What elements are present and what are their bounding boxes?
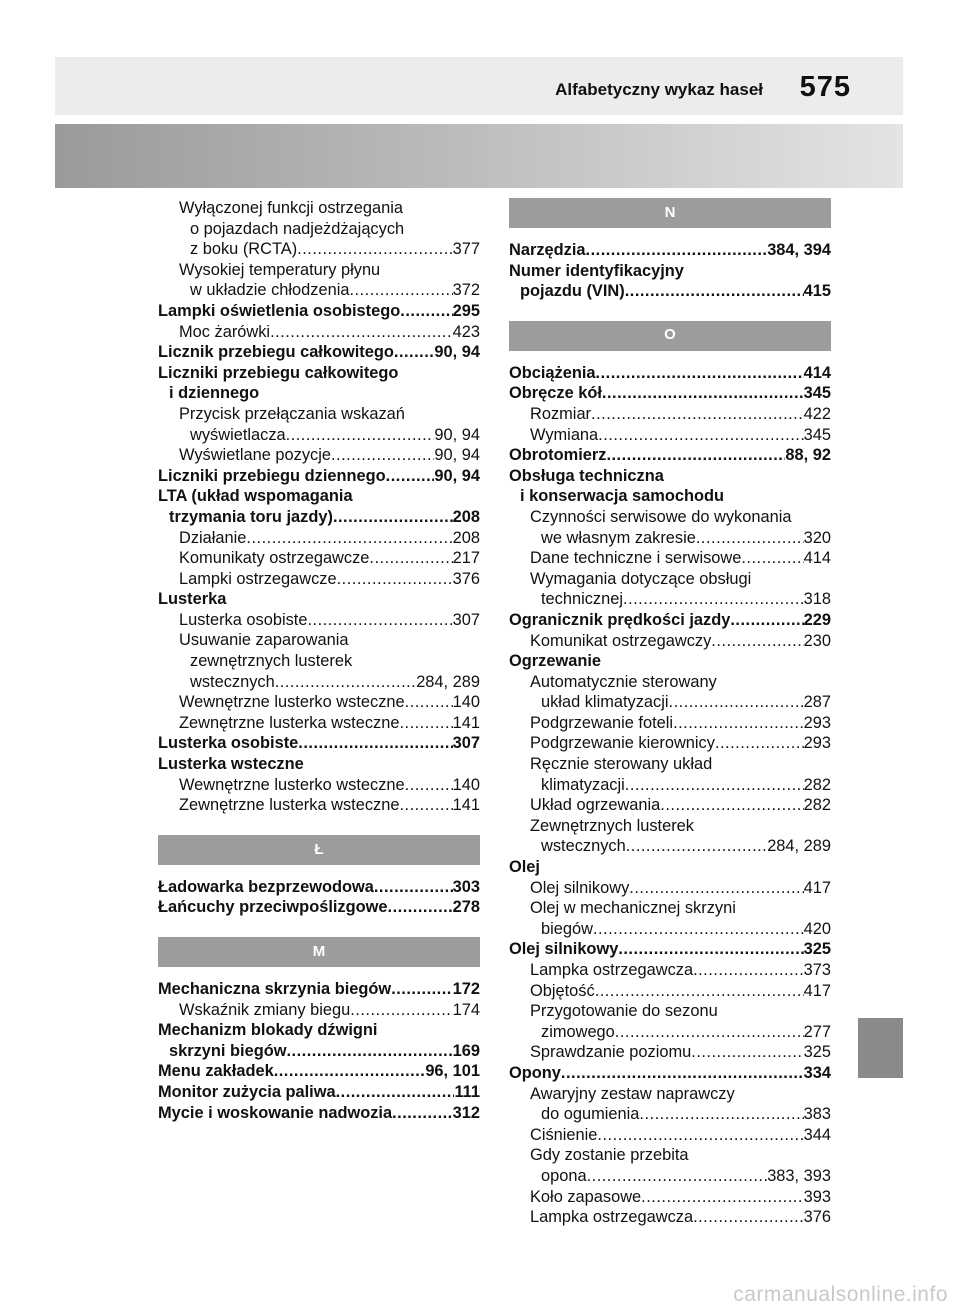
index-subentry (158, 445, 480, 466)
leader-dots (730, 610, 803, 631)
index-subentry (509, 631, 831, 652)
page-reference: 307 (452, 734, 480, 753)
index-subentry (158, 404, 480, 445)
leader-dots (696, 528, 804, 549)
leader-dots (337, 569, 453, 590)
leader-dots (618, 939, 803, 960)
entry-text: biegów (541, 919, 593, 938)
index-subentry (509, 672, 831, 713)
leader-dots (297, 239, 452, 260)
leader-dots (715, 733, 804, 754)
entry-text: układ klimatyzacji (541, 693, 669, 712)
leader-dots (711, 631, 803, 652)
entry-text: Wskaźnik zmiany biegu (179, 1000, 351, 1019)
leader-dots (629, 878, 803, 899)
entry-text: Układ ogrzewania (530, 796, 661, 815)
entry-text: Numer identyfikacyjny (509, 261, 684, 280)
page-reference: 320 (803, 528, 831, 547)
entry-text: Wewnętrzne lusterko wsteczne (179, 775, 405, 794)
page-reference: 88, 92 (785, 446, 831, 465)
index-entry (158, 589, 480, 610)
leader-dots (275, 672, 416, 693)
index-subentry (158, 610, 480, 631)
entry-text: Menu zakładek (158, 1062, 274, 1081)
leader-dots (625, 775, 804, 796)
entry-text: Komunikat ostrzegawczy (530, 631, 712, 650)
leader-dots (246, 528, 452, 549)
leader-dots (593, 919, 804, 940)
page-reference: 284, 289 (416, 672, 480, 691)
page-reference: 284, 289 (767, 837, 831, 856)
entry-text: Działanie (179, 528, 247, 547)
section-header: O (509, 321, 831, 351)
page-reference: 325 (803, 1043, 831, 1062)
page-reference: 208 (452, 507, 480, 526)
entry-text: Lusterka osobiste (179, 610, 308, 629)
leader-dots (660, 795, 803, 816)
entry-text: wstecznych (541, 837, 626, 856)
index-subentry (158, 528, 480, 549)
leader-dots (333, 507, 453, 528)
entry-text: Olej w mechanicznej skrzyni (530, 899, 736, 918)
index-entry (158, 979, 480, 1000)
leader-dots (331, 445, 434, 466)
section-header: N (509, 198, 831, 228)
index-subentry (509, 795, 831, 816)
entry-text: Komunikaty ostrzegawcze (179, 549, 370, 568)
index-entry (509, 383, 831, 404)
entry-text: o pojazdach nadjeżdżających (190, 219, 405, 238)
leader-dots (595, 981, 804, 1002)
entry-text: Rozmiar (530, 404, 592, 423)
entry-text: zewnętrznych lusterek (190, 652, 353, 671)
entry-text: Ciśnienie (530, 1125, 598, 1144)
page-reference: 325 (803, 940, 831, 959)
index-subentry (158, 322, 480, 343)
leader-dots (336, 1082, 455, 1103)
page-reference: 295 (452, 301, 480, 320)
index-entry (158, 486, 480, 527)
leader-dots (399, 795, 452, 816)
index-subentry (509, 1001, 831, 1042)
page-reference: 417 (803, 981, 831, 1000)
page-reference: 282 (803, 796, 831, 815)
entry-text: Obrotomierz (509, 446, 607, 465)
page-header (55, 57, 903, 115)
index-entry (158, 1103, 480, 1124)
page-reference: 141 (452, 713, 480, 732)
index-entry (158, 342, 480, 363)
index-entry (509, 857, 831, 878)
leader-dots (626, 836, 767, 857)
page-reference: 96, 101 (425, 1062, 480, 1081)
index-entry (509, 651, 831, 672)
page-reference: 293 (803, 713, 831, 732)
leader-dots (591, 404, 804, 425)
page-reference: 111 (454, 1082, 480, 1101)
entry-text: Obciążenia (509, 363, 596, 382)
index-entry (158, 1061, 480, 1082)
index-entry (509, 240, 831, 261)
index-subentry (509, 548, 831, 569)
entry-text: i konserwacja samochodu (520, 487, 725, 506)
page-reference: 140 (452, 693, 480, 712)
index-subentry (509, 404, 831, 425)
page-reference: 377 (452, 240, 480, 259)
leader-dots (606, 445, 785, 466)
index-subentry (509, 754, 831, 795)
page-reference: 172 (452, 980, 480, 998)
index-entry (158, 897, 480, 918)
leader-dots (270, 322, 453, 343)
leader-dots (693, 1207, 804, 1228)
entry-text: skrzyni biegów (169, 1041, 287, 1060)
index-subentry (158, 1000, 480, 1021)
page-reference: 345 (803, 425, 831, 444)
entry-text: Moc żarówki (179, 322, 271, 341)
entry-text: opona (541, 1166, 587, 1185)
entry-text: Liczniki przebiegu całkowitego (158, 363, 399, 382)
entry-text: Zewnętrzne lusterka wsteczne (179, 796, 400, 815)
entry-text: Automatycznie sterowany (530, 672, 717, 691)
entry-text: Opony (509, 1063, 561, 1082)
entry-text: trzymania toru jazdy) (169, 507, 333, 526)
entry-text: zimowego (541, 1022, 615, 1041)
leader-dots (369, 548, 452, 569)
leader-dots (639, 1104, 803, 1125)
entry-text: Olej silnikowy (530, 878, 630, 897)
leader-dots (615, 1022, 804, 1043)
leader-dots (673, 713, 804, 734)
page-reference: 423 (452, 322, 480, 341)
index-entry (509, 939, 831, 960)
page-reference: 376 (803, 1208, 831, 1227)
page-reference: 344 (803, 1125, 831, 1144)
entry-text: Objętość (530, 981, 595, 1000)
index-subentry (158, 713, 480, 734)
entry-text: i dziennego (169, 384, 260, 403)
index-subentry (158, 548, 480, 569)
page-reference: 383, 393 (767, 1166, 831, 1185)
entry-text: Mechanizm blokady dźwigni (158, 1021, 378, 1040)
leader-dots (399, 713, 452, 734)
page-reference: 422 (803, 404, 831, 423)
index-subentry (509, 1125, 831, 1146)
index-subentry (509, 1207, 831, 1228)
index-subentry (509, 878, 831, 899)
leader-dots (374, 877, 453, 898)
leader-dots (392, 1103, 453, 1124)
index-entry (158, 877, 480, 898)
index-entry (509, 363, 831, 384)
page-reference: 417 (803, 878, 831, 897)
index-subentry (509, 733, 831, 754)
index-subentry (509, 713, 831, 734)
leader-dots (669, 692, 804, 713)
page-reference: 278 (452, 898, 480, 917)
leader-dots (405, 775, 453, 796)
header-gradient-band (55, 124, 903, 188)
index-entry (158, 466, 480, 487)
entry-text: Mycie i woskowanie nadwozia (158, 1103, 393, 1122)
page-reference: 376 (452, 569, 480, 588)
page-reference: 293 (803, 734, 831, 753)
page-reference: 277 (803, 1022, 831, 1041)
page-reference: 208 (452, 528, 480, 547)
entry-text: Zewnętrzne lusterka wsteczne (179, 713, 400, 732)
index-subentry (509, 1187, 831, 1208)
section-header: M (158, 937, 480, 967)
index-subentry (509, 1042, 831, 1063)
page-reference: 393 (803, 1187, 831, 1206)
page-number: 575 (799, 71, 851, 103)
entry-text: Podgrzewanie kierownicy (530, 734, 715, 753)
page-reference: 282 (803, 775, 831, 794)
entry-text: Wymiana (530, 425, 599, 444)
index-entry (509, 261, 831, 302)
leader-dots (596, 363, 804, 384)
entry-text: Przygotowanie do sezonu (530, 1002, 718, 1021)
watermark: carmanualsonline.info (733, 1283, 948, 1306)
leader-dots (350, 1000, 452, 1021)
page-reference: 345 (803, 384, 831, 403)
index-subentry (158, 569, 480, 590)
entry-text: Obsługa techniczna (509, 466, 664, 485)
index-entry (158, 1082, 480, 1103)
entry-text: klimatyzacji (541, 775, 625, 794)
index-entry (509, 610, 831, 631)
index-subentry (509, 425, 831, 446)
leader-dots (623, 589, 804, 610)
entry-text: Olej silnikowy (509, 940, 619, 959)
leader-dots (641, 1187, 803, 1208)
page-reference: 384, 394 (767, 241, 831, 259)
header-title: Alfabetyczny wykaz haseł (555, 80, 763, 99)
entry-text: Olej (509, 858, 540, 877)
page-reference: 230 (803, 631, 831, 650)
entry-text: Lusterka osobiste (158, 734, 299, 753)
entry-text: Ręcznie sterowany układ (530, 755, 713, 774)
leader-dots (307, 610, 452, 631)
leader-dots (625, 281, 804, 302)
page-reference: 90, 94 (434, 466, 480, 485)
entry-text: Łańcuchy przeciwpoślizgowe (158, 898, 388, 917)
section-thumb-tab (858, 1018, 903, 1078)
leader-dots (405, 692, 453, 713)
entry-text: Liczniki przebiegu dziennego (158, 466, 386, 485)
entry-text: Wyświetlane pozycje (179, 446, 331, 465)
page-reference: 420 (803, 919, 831, 938)
leader-dots (561, 1063, 804, 1084)
entry-text: Lusterka (158, 590, 227, 609)
leader-dots (741, 548, 803, 569)
entry-text: LTA (układ wspomagania (158, 487, 353, 506)
leader-dots (693, 960, 804, 981)
page-reference: 287 (803, 693, 831, 712)
leader-dots (386, 466, 435, 487)
index-column-right (509, 198, 831, 1228)
section-header: Ł (158, 835, 480, 865)
index-column-left (158, 198, 480, 1123)
page-reference: 229 (803, 610, 831, 629)
entry-text: Ogrzewanie (509, 652, 601, 671)
page-reference: 334 (803, 1063, 831, 1082)
page-reference: 312 (452, 1103, 480, 1122)
leader-dots (602, 383, 804, 404)
entry-text: Ogranicznik prędkości jazdy (509, 610, 731, 629)
entry-text: Przycisk przełączania wskazań (179, 404, 405, 423)
index-entry (158, 733, 480, 754)
page-reference: 318 (803, 590, 831, 609)
page-reference: 169 (452, 1041, 480, 1060)
leader-dots (298, 733, 452, 754)
page-reference: 383 (803, 1105, 831, 1124)
leader-dots (394, 342, 435, 363)
page-reference: 415 (803, 282, 831, 301)
page-reference: 372 (452, 281, 480, 300)
entry-text: Licznik przebiegu całkowitego (158, 343, 394, 362)
entry-text: Awaryjny zestaw naprawczy (530, 1084, 735, 1103)
page-reference: 140 (452, 775, 480, 794)
index-subentry (158, 198, 480, 260)
page-reference: 414 (803, 363, 831, 382)
page-reference: 414 (803, 549, 831, 568)
leader-dots (587, 1166, 768, 1187)
entry-text: Podgrzewanie foteli (530, 713, 674, 732)
entry-text: do ogumienia (541, 1105, 640, 1124)
entry-text: we własnym zakresie (541, 528, 696, 547)
entry-text: Wewnętrzne lusterko wsteczne (179, 693, 405, 712)
entry-text: Lusterka wsteczne (158, 755, 304, 774)
page-reference: 174 (452, 1000, 480, 1019)
entry-text: Narzędzia (509, 241, 586, 259)
entry-text: Lampki oświetlenia osobistego (158, 301, 401, 320)
entry-text: wyświetlacza (190, 425, 286, 444)
leader-dots (691, 1042, 803, 1063)
page-reference: 90, 94 (434, 446, 480, 465)
page-reference: 90, 94 (434, 425, 480, 444)
entry-text: Wysokiej temperatury płynu (179, 260, 381, 279)
leader-dots (286, 425, 435, 446)
index-subentry (158, 692, 480, 713)
leader-dots (400, 301, 452, 322)
leader-dots (287, 1041, 453, 1062)
entry-text: Ładowarka bezprzewodowa (158, 877, 374, 896)
index-subentry (509, 1145, 831, 1186)
entry-text: Lampka ostrzegawcza (530, 1208, 694, 1227)
entry-text: Wymagania dotyczące obsługi (530, 569, 752, 588)
index-entry (158, 363, 480, 404)
entry-text: Obręcze kół (509, 384, 602, 403)
entry-text: Koło zapasowe (530, 1187, 642, 1206)
index-subentry (509, 898, 831, 939)
index-entry (509, 466, 831, 507)
leader-dots (597, 1125, 803, 1146)
page-reference: 141 (452, 796, 480, 815)
page-reference: 373 (803, 961, 831, 979)
entry-text: Lampka ostrzegawcza (530, 961, 694, 979)
leader-dots (391, 979, 452, 1000)
index-subentry (158, 775, 480, 796)
page-reference: 307 (452, 610, 480, 629)
leader-dots (598, 425, 803, 446)
entry-text: Zewnętrznych lusterek (530, 816, 694, 835)
entry-text: wstecznych (190, 672, 275, 691)
index-entry (158, 754, 480, 775)
entry-text: pojazdu (VIN) (520, 282, 625, 301)
leader-dots (388, 897, 453, 918)
entry-text: w układzie chłodzenia (190, 281, 350, 300)
index-subentry (509, 507, 831, 548)
entry-text: Wyłączonej funkcji ostrzegania (179, 199, 403, 217)
index-subentry (158, 795, 480, 816)
index-subentry (158, 630, 480, 692)
entry-text: Lampki ostrzegawcze (179, 569, 337, 588)
entry-text: z boku (RCTA) (190, 240, 298, 259)
page-reference: 217 (452, 549, 480, 568)
leader-dots (349, 280, 452, 301)
index-subentry (509, 960, 831, 981)
page-reference: 90, 94 (434, 343, 480, 362)
index-subentry (509, 569, 831, 610)
index-entry (509, 1063, 831, 1084)
entry-text: Mechaniczna skrzynia biegów (158, 980, 392, 998)
index-subentry (158, 260, 480, 301)
entry-text: Gdy zostanie przebita (530, 1146, 689, 1165)
entry-text: Monitor zużycia paliwa (158, 1082, 336, 1101)
index-entry (509, 445, 831, 466)
entry-text: Czynności serwisowe do wykonania (530, 507, 792, 526)
index-subentry (509, 1084, 831, 1125)
leader-dots (274, 1061, 426, 1082)
page-reference: 303 (452, 877, 480, 896)
index-subentry (509, 981, 831, 1002)
index-entry (158, 301, 480, 322)
entry-text: Usuwanie zaparowania (179, 631, 349, 650)
entry-text: Sprawdzanie poziomu (530, 1043, 692, 1062)
entry-text: technicznej (541, 590, 624, 609)
leader-dots (586, 240, 768, 261)
index-entry (158, 1020, 480, 1061)
entry-text: Dane techniczne i serwisowe (530, 549, 742, 568)
index-subentry (509, 816, 831, 857)
